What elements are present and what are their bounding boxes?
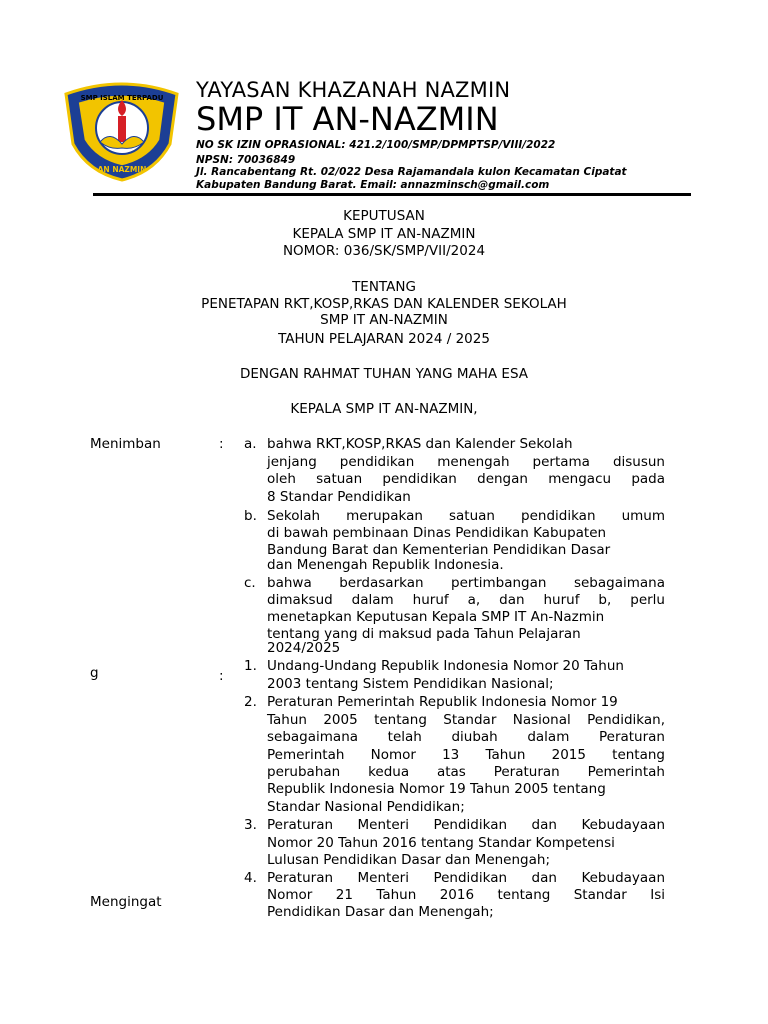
item-a-line: 8 Standar Pendidikan xyxy=(267,489,411,505)
item-b-marker: b. xyxy=(244,508,257,524)
item-b-line: di bawah pembinaan Dinas Pendidikan Kabupaten xyxy=(267,525,607,541)
item-1-line: 2003 tentang Sistem Pendidikan Nasional; xyxy=(267,676,554,692)
logo-bottom-text: AN NAZMIN xyxy=(97,165,147,174)
item-a-marker: a. xyxy=(244,436,257,452)
item-c-line: bahwa berdasarkan pertimbangan sebagaimana xyxy=(267,575,665,591)
item-2-line: Standar Nasional Pendidikan; xyxy=(267,799,465,815)
item-2-marker: 2. xyxy=(244,694,257,710)
item-b-line: dan Menengah Republik Indonesia. xyxy=(267,557,504,573)
logo-top-text: SMP ISLAM TERPADU xyxy=(80,94,164,102)
decree-year: TAHUN PELAJARAN 2024 / 2025 xyxy=(278,331,490,347)
decree-number: NOMOR: 036/SK/SMP/VII/2024 xyxy=(282,243,486,259)
item-3-line: Nomor 20 Tahun 2016 tentang Standar Kompetensi xyxy=(267,835,615,851)
item-2-line: perubahan kedua atas Peraturan Pemerintah xyxy=(267,764,665,780)
permit-number: NO SK IZIN OPRASIONAL: 421.2/100/SMP/DPMPTSP/VIII/2022 xyxy=(196,139,556,151)
item-2-line: Tahun 2005 tentang Standar Nasional Pendidikan, xyxy=(267,712,665,728)
item-2-line: Peraturan Pemerintah Republik Indonesia Nomor 19 xyxy=(267,694,618,710)
item-4-line: Peraturan Menteri Pendidikan dan Kebudayaan xyxy=(267,870,665,886)
item-3-line: Lulusan Pendidikan Dasar dan Menengah; xyxy=(267,852,550,868)
label-fragment: g xyxy=(90,665,99,681)
item-b-line: Sekolah merupakan satuan pendidikan umum xyxy=(267,508,665,524)
mengingat-label: Mengingat xyxy=(90,894,162,910)
item-c-marker: c. xyxy=(244,575,256,591)
decree-subject: PENETAPAN RKT,KOSP,RKAS DAN KALENDER SEKOLAH xyxy=(201,296,567,312)
item-c-line: menetapkan Keputusan Kepala SMP IT An-Nazmin xyxy=(267,609,605,625)
item-1-marker: 1. xyxy=(244,658,257,674)
decree-subject-school: SMP IT AN-NAZMIN xyxy=(320,312,448,328)
item-c-line: dimaksud dalam huruf a, dan huruf b, perlu xyxy=(267,592,665,608)
school-name: SMP IT AN-NAZMIN xyxy=(196,100,499,138)
item-3-line: Peraturan Menteri Pendidikan dan Kebudayaan xyxy=(267,817,665,833)
mengingat-colon: : xyxy=(219,668,224,684)
email-line: Kabupaten Bandung Barat. Email: annazminsch@gmail.com xyxy=(196,179,550,191)
menimbang-colon: : xyxy=(219,436,224,452)
item-c-line: 2024/2025 xyxy=(267,640,341,656)
address: Jl. Rancabentang Rt. 02/022 Desa Rajamandala kulon Kecamatan Cipatat xyxy=(196,166,627,178)
item-2-line: Republik Indonesia Nomor 19 Tahun 2005 tentang xyxy=(267,781,606,797)
item-b-line: Bandung Barat dan Kementerian Pendidikan Dasar xyxy=(267,542,611,558)
decree-issuer: KEPALA SMP IT AN-NAZMIN xyxy=(292,226,476,242)
item-c-line: tentang yang di maksud pada Tahun Pelajaran xyxy=(267,626,581,642)
item-1-line: Undang-Undang Republik Indonesia Nomor 20 Tahun xyxy=(267,658,624,674)
decree-title: KEPUTUSAN xyxy=(343,208,425,224)
head-title: KEPALA SMP IT AN-NAZMIN, xyxy=(290,401,478,417)
item-a-line: bahwa RKT,KOSP,RKAS dan Kalender Sekolah xyxy=(267,436,573,452)
item-4-line: Pendidikan Dasar dan Menengah; xyxy=(267,904,494,920)
blessing: DENGAN RAHMAT TUHAN YANG MAHA ESA xyxy=(239,366,529,382)
header-divider xyxy=(93,193,691,196)
menimbang-label: Menimban xyxy=(90,436,161,452)
item-2-line: sebagaimana telah diubah dalam Peraturan xyxy=(267,729,665,745)
item-a-line: jenjang pendidikan menengah pertama disusun xyxy=(267,454,665,470)
item-4-line: Nomor 21 Tahun 2016 tentang Standar Isi xyxy=(267,887,665,903)
item-a-line: oleh satuan pendidikan dengan mengacu pada xyxy=(267,471,665,487)
item-4-marker: 4. xyxy=(244,870,257,886)
item-3-marker: 3. xyxy=(244,817,257,833)
item-2-line: Pemerintah Nomor 13 Tahun 2015 tentang xyxy=(267,747,665,763)
npsn: NPSN: 70036849 xyxy=(196,154,296,166)
foundation-name: YAYASAN KHAZANAH NAZMIN xyxy=(196,78,511,102)
decree-about: TENTANG xyxy=(352,279,416,295)
school-logo xyxy=(60,80,183,183)
